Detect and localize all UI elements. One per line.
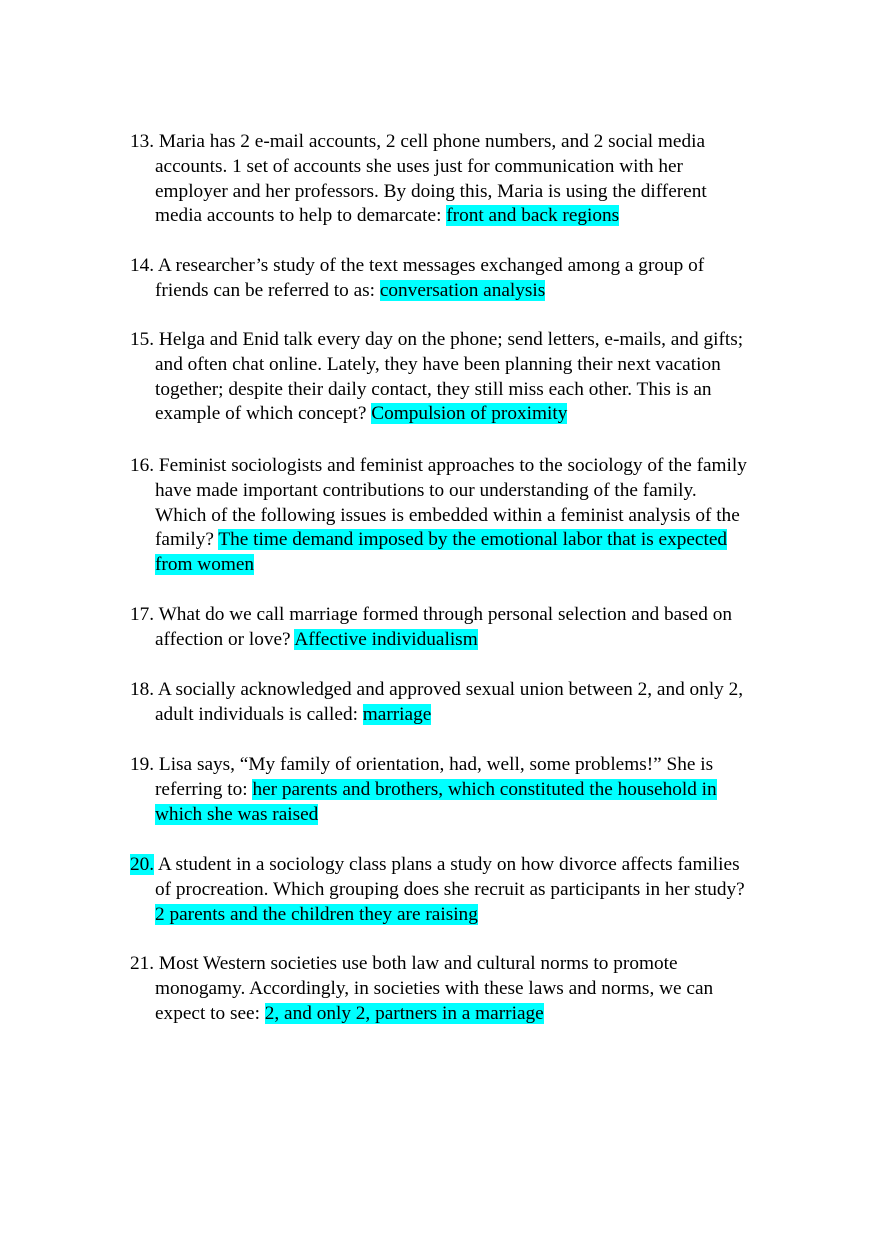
question-line	[130, 130, 785, 155]
question-line	[130, 903, 785, 928]
highlighted-number: 20.	[130, 854, 155, 875]
question-line	[130, 1002, 785, 1027]
question-line	[130, 853, 785, 878]
question-line	[130, 254, 785, 279]
question-text: A student in a sociology class plans a study on how divorce affects families	[154, 854, 740, 875]
highlighted-answer: Affective individualism	[294, 628, 478, 650]
highlighted-answer: Compulsion of proximity	[371, 403, 568, 425]
question-17	[130, 603, 785, 653]
question-line	[130, 454, 785, 479]
question-line	[130, 504, 785, 529]
question-text: family?	[155, 529, 219, 551]
question-line	[130, 678, 785, 703]
highlighted-answer: 2 parents and the children they are raising	[155, 903, 478, 925]
question-text: referring to:	[155, 778, 253, 800]
question-text: 15. Helga and Enid talk every day on the phone; send letters, e-mails, and gifts;	[130, 329, 744, 350]
question-16	[130, 454, 785, 578]
question-text: example of which concept?	[155, 403, 372, 425]
question-line	[130, 378, 785, 403]
question-line	[130, 603, 785, 628]
question-text: have made important contributions to our understanding of the family.	[155, 479, 697, 501]
highlighted-answer: front and back regions	[446, 205, 620, 227]
question-text: Which of the following issues is embedded within a feminist analysis of the	[155, 504, 740, 526]
question-line	[130, 753, 785, 778]
question-14	[130, 254, 785, 304]
question-text: media accounts to help to demarcate:	[155, 205, 447, 227]
question-13	[130, 130, 785, 229]
question-text: 18. A socially acknowledged and approved sexual union between 2, and only 2,	[130, 679, 744, 700]
question-21	[130, 952, 785, 1026]
question-15	[130, 328, 785, 427]
question-text: employer and her professors. By doing this, Maria is using the different	[155, 180, 707, 202]
question-text: 21. Most Western societies use both law and cultural norms to promote	[130, 953, 678, 974]
question-text: expect to see:	[155, 1002, 265, 1024]
question-text: accounts. 1 set of accounts she uses just for communication with her	[155, 155, 683, 177]
highlighted-answer: marriage	[362, 703, 432, 725]
question-text: and often chat online. Lately, they have been planning their next vacation	[155, 353, 721, 375]
question-line	[130, 703, 785, 728]
highlighted-answer: which she was raised	[155, 803, 319, 825]
question-line	[130, 353, 785, 378]
question-text: friends can be referred to as:	[155, 279, 380, 301]
question-text: 19. Lisa says, “My family of orientation, had, well, some problems!” She is	[130, 754, 714, 775]
question-line	[130, 402, 785, 427]
question-line	[130, 479, 785, 504]
highlighted-answer: The time demand imposed by the emotional labor that is expected	[218, 529, 728, 551]
question-text: monogamy. Accordingly, in societies with these laws and norms, we can	[155, 977, 714, 999]
question-line	[130, 528, 785, 553]
question-text: 13. Maria has 2 e-mail accounts, 2 cell phone numbers, and 2 social media	[130, 131, 706, 152]
question-text: 16. Feminist sociologists and feminist approaches to the sociology of the family	[130, 455, 747, 476]
question-line	[130, 204, 785, 229]
question-line	[130, 628, 785, 653]
question-line	[130, 977, 785, 1002]
question-text: affection or love?	[155, 628, 295, 650]
question-line	[130, 328, 785, 353]
question-line	[130, 803, 785, 828]
question-19	[130, 753, 785, 827]
highlighted-answer: from women	[155, 554, 255, 576]
question-text: of procreation. Which grouping does she recruit as participants in her study?	[155, 878, 745, 900]
highlighted-answer: 2, and only 2, partners in a marriage	[264, 1002, 544, 1024]
question-text: together; despite their daily contact, they still miss each other. This is an	[155, 378, 712, 400]
question-text: adult individuals is called:	[155, 703, 363, 725]
question-line	[130, 155, 785, 180]
question-line	[130, 778, 785, 803]
question-20	[130, 853, 785, 927]
question-text: 17. What do we call marriage formed through personal selection and based on	[130, 604, 732, 625]
question-text: 14. A researcher’s study of the text messages exchanged among a group of	[130, 255, 705, 276]
question-line	[130, 878, 785, 903]
question-line	[130, 553, 785, 578]
question-18	[130, 678, 785, 728]
highlighted-answer: conversation analysis	[379, 279, 546, 301]
question-line	[130, 279, 785, 304]
question-line	[130, 952, 785, 977]
question-line	[130, 180, 785, 205]
highlighted-answer: her parents and brothers, which constituted the household in	[252, 778, 717, 800]
